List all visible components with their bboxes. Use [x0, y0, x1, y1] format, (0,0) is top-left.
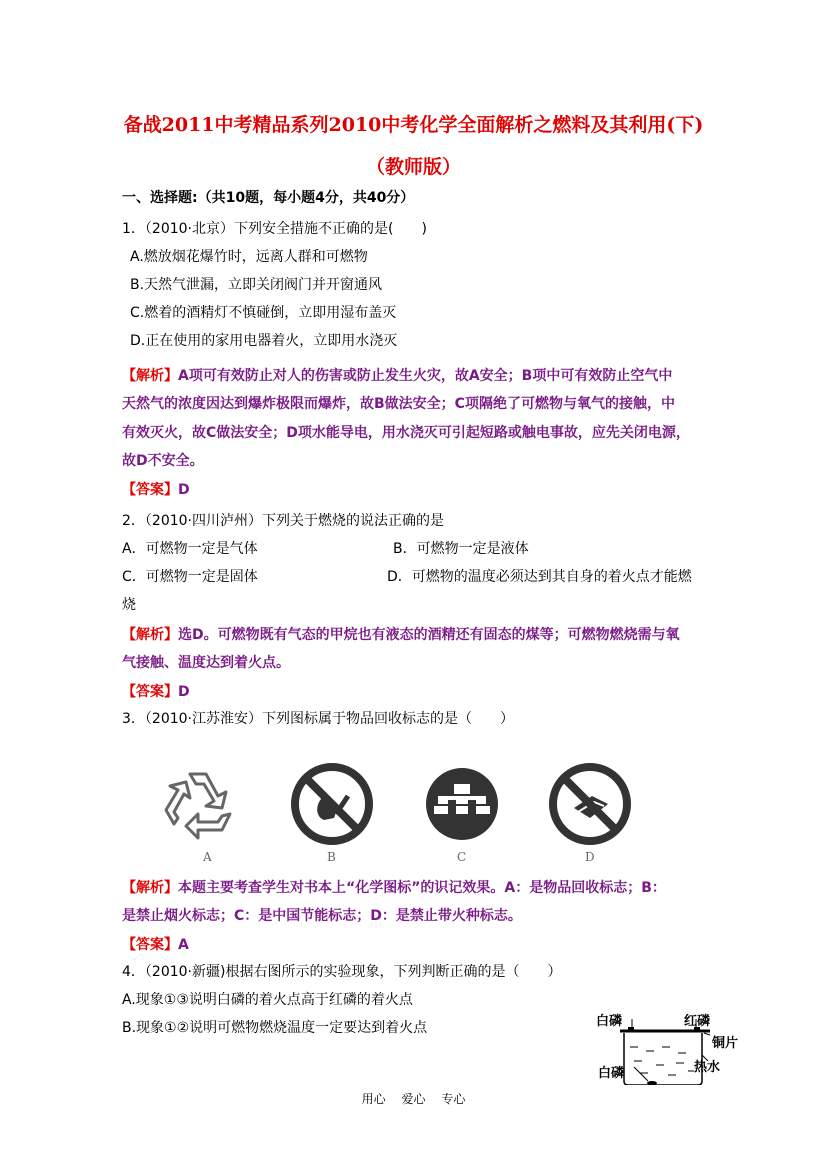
icon-label-a: A: [203, 850, 212, 864]
icon-label-c: C: [457, 850, 467, 864]
label-white-p-bottom: 白磷: [598, 1066, 625, 1081]
q2-analysis-line-1: 【解析】选D。可燃物既有气态的甲烷也有液态的酒精还有固态的煤等；可燃物燃烧需与氧: [122, 627, 680, 643]
q1-analysis-line-1: 【解析】A项可有效防止对人的伤害或防止发生火灾，故A安全；B项中可有效防止空气中: [122, 368, 673, 384]
q1-stem: 1．（2010·北京）下列安全措施不正确的是( ): [122, 221, 427, 237]
q4-stem: 4．（2010·新疆)根据右图所示的实验现象，下列判断正确的是（ ）: [122, 964, 562, 980]
no-fire-icon: [290, 762, 374, 846]
q2-stem: 2．（2010·四川泸州）下列关于燃烧的说法正确的是: [122, 513, 444, 529]
q1-analysis-line-4: 故D不安全。: [122, 453, 204, 469]
q1-option-c: C.燃着的酒精灯不慎碰倒，立即用湿布盖灭: [130, 305, 397, 321]
q2-option-d: D．可燃物的温度必须达到其自身的着火点才能燃: [387, 569, 692, 585]
label-red-p: 红磷: [684, 1014, 711, 1029]
q3-analysis-line-1: 【解析】本题主要考查学生对书本上“化学图标”的识记效果。A：是物品回收标志；B：: [122, 880, 666, 896]
q3-answer: 【答案】A: [122, 937, 189, 953]
q3-stem: 3．（2010·江苏淮安）下列图标属于物品回收标志的是（ ）: [122, 711, 514, 727]
q3-analysis-line-2: 是禁止烟火标志；C：是中国节能标志；D：是禁止带火种标志。: [122, 908, 522, 924]
q1-analysis-line-3: 有效灭火，故C做法安全；D项水能导电，用水浇灭可引起短路或触电事故，应先关闭电源，: [122, 425, 690, 441]
q2-answer: 【答案】D: [122, 684, 190, 700]
no-fire-source-icon: [548, 762, 632, 846]
q1-option-d: D.正在使用的家用电器着火，立即用水浇灭: [130, 333, 398, 349]
q4-option-a: A.现象①③说明白磷的着火点高于红磷的着火点: [122, 992, 413, 1008]
q4-option-b: B.现象①②说明可燃物燃烧温度一定要达到着火点: [122, 1020, 428, 1036]
doc-subtitle: （教师版）: [365, 156, 461, 178]
q1-analysis-tag: 【解析】: [122, 368, 178, 384]
footer-item-3: 专心: [441, 1092, 466, 1106]
recycle-icon: [160, 762, 244, 846]
q1-analysis-line-2: 天然气的浓度因达到爆炸极限而爆炸，故B做法安全；C项隔绝了可燃物与氧气的接触，中: [122, 396, 675, 412]
doc-title: 备战2011中考精品系列2010中考化学全面解析之燃料及其利用(下): [123, 114, 704, 136]
energy-saving-icon: [420, 762, 504, 846]
q2-option-a: A．可燃物一定是气体: [122, 541, 258, 557]
icon-label-d: D: [585, 850, 595, 864]
label-hot-water: 热水: [694, 1060, 721, 1075]
q1-option-b: B.天然气泄漏，立即关闭阀门并开窗通风: [130, 277, 383, 293]
q2-option-c: C．可燃物一定是固体: [122, 569, 258, 585]
q1-answer: 【答案】D: [122, 482, 190, 498]
page-footer: [0, 1090, 827, 1107]
q2-analysis-line-2: 气接触、温度达到着火点。: [122, 655, 290, 671]
icon-label-b: B: [327, 850, 336, 864]
q1-option-a: A.燃放烟花爆竹时，远离人群和可燃物: [130, 249, 368, 265]
label-white-p-top: 白磷: [596, 1014, 623, 1029]
label-copper: 铜片: [712, 1036, 739, 1051]
footer-item-1: 用心: [361, 1092, 386, 1106]
q2-option-b: B．可燃物一定是液体: [393, 541, 529, 557]
q2-option-d-cont: 烧: [122, 597, 136, 613]
section-heading: 一、选择题:（共10题，每小题4分，共40分）: [122, 190, 415, 206]
footer-item-2: 爱心: [401, 1092, 426, 1106]
